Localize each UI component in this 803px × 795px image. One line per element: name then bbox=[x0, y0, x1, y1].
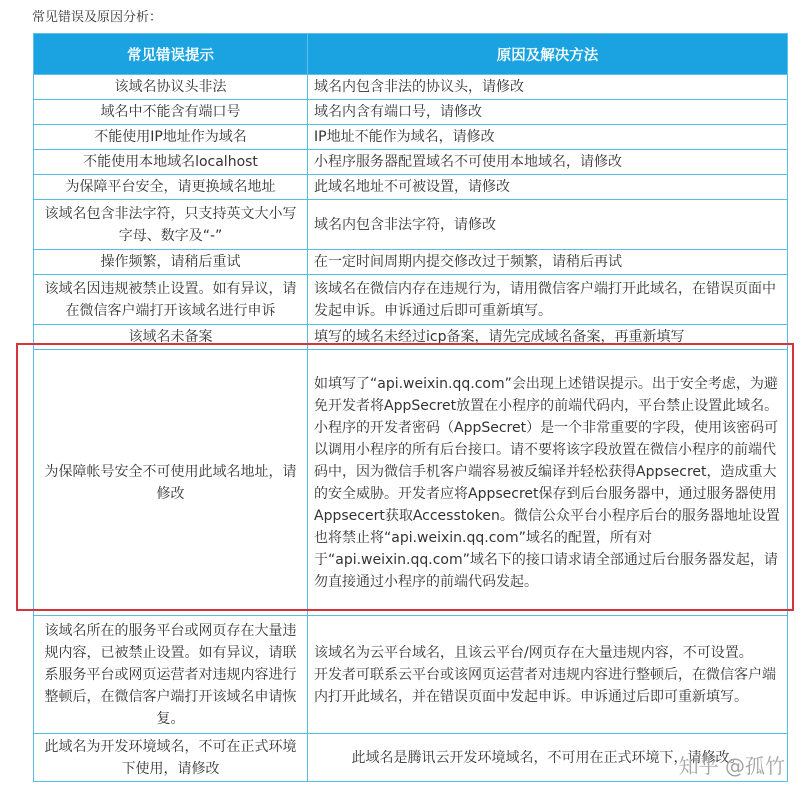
zhihu-watermark: 知乎 @孤竹 bbox=[678, 754, 785, 778]
error-cell: 此域名为开发环境域名，不可在正式环境下使用，请修改 bbox=[34, 734, 308, 782]
table-row bbox=[34, 616, 788, 734]
table-caption: 常见错误及原因分析： bbox=[32, 10, 163, 25]
table-row bbox=[34, 325, 788, 350]
reason-paragraph: 如填写了“api.weixin.qq.com”会出现上述错误提示。出于安全考虑，为避免开发者将AppSecret放置在小程序的前端代码内，平台禁止设置此域名。 bbox=[314, 375, 779, 414]
error-cell: 域名中不能含有端口号 bbox=[34, 100, 308, 125]
reason-cell bbox=[308, 616, 788, 734]
error-cell: 不能使用IP地址作为域名 bbox=[34, 125, 308, 150]
error-cell: 为保障帐号安全不可使用此域名地址，请修改 bbox=[34, 350, 308, 616]
error-cell: 不能使用本地域名localhost bbox=[34, 150, 308, 175]
reason-cell: 该域名在微信内存在违规行为，请用微信客户端打开此域名，在错误页面中发起申诉。申诉通过后即可重新填写。 bbox=[308, 275, 788, 325]
error-cell: 操作频繁，请稍后重试 bbox=[34, 250, 308, 275]
header-error-prompt: 常见错误提示 bbox=[34, 34, 308, 75]
reason-cell: 填写的域名未经过icp备案，请先完成域名备案，再重新填写 bbox=[308, 325, 788, 350]
reason-cell: 域名内含有端口号，请修改 bbox=[308, 100, 788, 125]
reason-cell: 此域名地址不可被设置，请修改 bbox=[308, 175, 788, 200]
table-row bbox=[34, 275, 788, 325]
table-row-highlighted bbox=[34, 350, 788, 616]
error-cell: 该域名包含非法字符，只支持英文大小写字母、数字及“-” bbox=[34, 200, 308, 250]
error-cell: 该域名协议头非法 bbox=[34, 75, 308, 100]
table-header-row bbox=[34, 34, 788, 75]
error-cell: 该域名所在的服务平台或网页存在大量违规内容，已被禁止设置。如有异议，请联系服务平台或网页运营者对违规内容进行整顿后，在微信客户端打开该域名申请恢复。 bbox=[34, 616, 308, 734]
error-table bbox=[33, 33, 788, 782]
table-row bbox=[34, 150, 788, 175]
reason-cell: IP地址不能作为域名，请修改 bbox=[308, 125, 788, 150]
reason-cell: 域名内包含非法字符，请修改 bbox=[308, 200, 788, 250]
table-row bbox=[34, 100, 788, 125]
reason-cell bbox=[308, 350, 788, 616]
reason-paragraph: 小程序的开发者密码（AppSecret）是一个非常重要的字段，使用该密码可以调用小程序的所有后台接口。请不要将该字段放置在微信小程序的前端代码中，因为微信手机客户端容易被反编译并轻松获得Appsecret，造成重大的安全威胁。开发者应将Appsecret保存到后台服务器中，通过服务器使用Appsecert获取Accesstoken。微信公众平台小程序后台的服务器地址设置也将禁止将“api.weixin.qq.com”域名的配置，所有对于“api.weixin.qq.com”域名下的接口请求请全部通过后台服务器发起，请勿直接通过小程序的前端代码发起。 bbox=[314, 419, 780, 590]
reason-cell: 小程序服务器配置域名不可使用本地域名，请修改 bbox=[308, 150, 788, 175]
error-cell: 该域名未备案 bbox=[34, 325, 308, 350]
reason-cell: 域名内包含非法的协议头，请修改 bbox=[308, 75, 788, 100]
table-row bbox=[34, 75, 788, 100]
reason-paragraph: 开发者可联系云平台或该网页运营者对违规内容进行整顿后，在微信客户端内打开此域名，并在错误页面中发起申诉。申诉通过后即可重新填写。 bbox=[314, 666, 776, 705]
reason-cell: 在一定时间周期内提交修改过于频繁，请稍后再试 bbox=[308, 250, 788, 275]
table-row bbox=[34, 125, 788, 150]
table-row bbox=[34, 734, 788, 782]
header-reason-solution: 原因及解决方法 bbox=[308, 34, 788, 75]
error-cell: 该域名因违规被禁止设置。如有异议，请在微信客户端打开该域名进行申诉 bbox=[34, 275, 308, 325]
table-row bbox=[34, 175, 788, 200]
table-row bbox=[34, 200, 788, 250]
reason-cell: 此域名是腾讯云开发环境域名，不可用在正式环境下，请修改。 bbox=[308, 734, 788, 782]
table-row bbox=[34, 250, 788, 275]
error-cell: 为保障平台安全，请更换域名地址 bbox=[34, 175, 308, 200]
reason-paragraph: 该域名为云平台域名，且该云平台/网页存在大量违规内容，不可设置。 bbox=[314, 644, 753, 661]
